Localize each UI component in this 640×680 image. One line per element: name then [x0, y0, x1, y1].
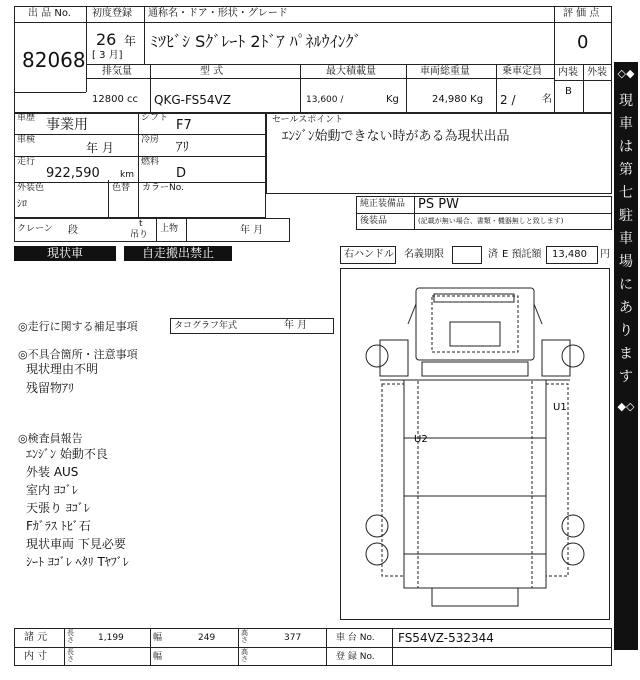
- dim-label: 諸 元: [24, 632, 48, 643]
- tacho-value: 年 月: [284, 320, 308, 331]
- grade-value: 0: [577, 32, 589, 53]
- mark-u1: U1: [553, 402, 567, 413]
- capacity-label: 乗車定員: [502, 66, 542, 77]
- inspector-line: 天張り ﾖｺﾞﾚ: [26, 501, 90, 515]
- inspector-line: Fｶﾞﾗｽ ﾄﾋﾞ石: [26, 519, 91, 533]
- fuel-value: D: [176, 166, 187, 181]
- displacement-value: 12800 cc: [92, 94, 138, 105]
- aftermarket-note: (記載が無い場合、書類・機器無しと致します): [418, 217, 564, 225]
- inspection-label: 車検: [17, 135, 36, 145]
- lot-no-label: 出 品 No.: [28, 8, 71, 19]
- side-notice-char: あ: [619, 300, 633, 316]
- first-reg-year-unit: 年: [124, 34, 137, 48]
- chassis-label: 車 台 No.: [336, 633, 375, 643]
- crane-stage-label: 段: [68, 225, 78, 236]
- lot-no: 82068: [22, 48, 86, 72]
- self-drive-ban-badge: 自走搬出禁止: [124, 246, 232, 261]
- inspection-value: 年 月: [86, 141, 114, 155]
- width-label: 幅: [153, 633, 163, 643]
- side-notice-char: 場: [619, 254, 633, 270]
- equipment-value: PS PW: [418, 197, 459, 212]
- side-notice-char: 七: [619, 185, 633, 201]
- max-load-unit: Kg: [386, 94, 399, 105]
- upper-value: 年 月: [240, 225, 264, 236]
- color-value: ｼﾛ: [17, 199, 27, 210]
- side-notice-char: 現: [619, 93, 633, 109]
- max-load-label: 最大積載量: [326, 66, 376, 77]
- capacity-unit: 名: [542, 94, 552, 105]
- interior-label: 内装: [558, 67, 578, 78]
- side-notice: [614, 62, 638, 650]
- exterior-label: 外装: [587, 67, 607, 78]
- side-notice-top: ◇◆: [617, 67, 635, 80]
- aftermarket-label: 後装品: [360, 216, 388, 226]
- side-notice-char: 第: [619, 162, 633, 178]
- inspector-line: 室内 ﾖｺﾞﾚ: [26, 483, 78, 497]
- grade-label: 評 価 点: [563, 8, 600, 19]
- side-notice-char: 駐: [619, 208, 633, 224]
- side-notice-bottom: ◆◇: [617, 400, 635, 413]
- inspector-line: ｴﾝｼﾞﾝ 始動不良: [26, 447, 108, 461]
- inspector-line: 現状車両 下見必要: [26, 537, 126, 551]
- truck-diagram: [340, 268, 610, 620]
- tax-value: 13,480: [552, 249, 587, 260]
- crane-lift-label: 吊り: [130, 230, 149, 240]
- length-value: 1,199: [98, 633, 124, 643]
- side-notice-char: に: [619, 277, 633, 293]
- capacity-value: 2 /: [500, 93, 516, 107]
- color-label: 外装色: [17, 183, 45, 193]
- chassis-value: FS54VZ-532344: [398, 631, 494, 645]
- tacho-label: タコグラフ年式: [174, 321, 238, 331]
- inspector-report-title: ◎検査員報告: [18, 432, 83, 445]
- tax-label: E 預託額: [502, 249, 542, 260]
- inner-label: 内 寸: [24, 651, 48, 662]
- vehicle-name-label: 通称名・ドア・形状・グレード: [148, 8, 288, 19]
- mark-u2: U2: [414, 434, 428, 445]
- ac-label: 冷房: [141, 135, 160, 145]
- max-load-value: 13,600 /: [306, 95, 344, 105]
- sales-point-label: セールスポイント: [272, 115, 344, 125]
- side-notice-char: 車: [619, 231, 633, 247]
- side-notice-char: す: [619, 369, 633, 385]
- displacement-label: 排気量: [102, 66, 132, 77]
- interior-value: B: [565, 86, 572, 97]
- driving-notes-title: ◎走行に関する補足事項: [18, 320, 138, 333]
- model-value: QKG-FS54VZ: [154, 93, 231, 107]
- vehicle-name: ﾐﾂﾋﾞｼ Sｸﾞﾚｰﾄ 2ﾄﾞｱ ﾊﾟﾈﾙｳｲﾝｸﾞ: [150, 32, 362, 51]
- handle-text: 右ハンドル: [344, 249, 394, 260]
- height-value: 377: [284, 633, 302, 643]
- name-change-box: [452, 246, 482, 264]
- first-reg-year: 26: [96, 30, 117, 49]
- first-reg-month: [ 3 月]: [92, 50, 123, 61]
- inner-height-label: 高さ: [241, 648, 248, 663]
- shift-label: シフト: [141, 113, 169, 123]
- name-change-label: 名義期限: [404, 249, 444, 260]
- model-label: 型 式: [200, 66, 224, 77]
- side-notice-char: は: [619, 139, 633, 155]
- length-label: 長さ: [67, 629, 74, 644]
- equipment-label: 純正装備品: [360, 199, 406, 209]
- reg-label: 登 録 No.: [336, 652, 375, 662]
- mileage-label: 走行: [17, 157, 36, 167]
- fuel-label: 燃料: [141, 157, 160, 167]
- upper-label: 上物: [160, 224, 179, 234]
- tax-unit: 円: [600, 249, 610, 260]
- crane-label: クレーン: [17, 224, 53, 234]
- side-notice-char: り: [619, 323, 633, 339]
- gross-weight-value: 24,980 Kg: [432, 94, 484, 105]
- defect-line: 現状理由不明: [26, 362, 99, 376]
- inner-width-label: 幅: [153, 652, 163, 662]
- clear-mark: 済: [488, 249, 498, 260]
- first-reg-label: 初度登録: [92, 8, 132, 19]
- color-code-label: カラーNo.: [142, 183, 184, 193]
- width-value: 249: [198, 633, 216, 643]
- side-notice-char: 車: [619, 116, 633, 132]
- defect-notes-title: ◎不具合箇所・注意事項: [18, 348, 138, 361]
- inner-length-label: 長さ: [67, 648, 74, 663]
- as-is-badge: 現状車: [14, 246, 116, 261]
- color-no-label: 色替: [112, 183, 131, 193]
- ac-value: ｱﾘ: [176, 140, 189, 155]
- height-label: 高さ: [241, 629, 248, 644]
- inspector-line: ｼｰﾄ ﾖｺﾞﾚ ﾍﾀﾘ Tﾔﾌﾞﾚ: [26, 555, 129, 569]
- history-value: 事業用: [46, 117, 88, 133]
- gross-weight-label: 車両総重量: [420, 66, 470, 77]
- side-notice-char: ま: [619, 346, 633, 362]
- shift-value: F7: [176, 118, 192, 133]
- crane-t-label: t: [139, 219, 143, 229]
- sales-point-text: ｴﾝｼﾞﾝ始動できない時がある為現状出品: [282, 129, 510, 144]
- inspector-line: 外装 AUS: [26, 465, 79, 479]
- history-label: 車歴: [17, 113, 36, 123]
- mileage-unit: km: [120, 170, 134, 180]
- mileage-value: 922,590: [46, 166, 100, 181]
- defect-line: 残留物ｱﾘ: [26, 381, 75, 395]
